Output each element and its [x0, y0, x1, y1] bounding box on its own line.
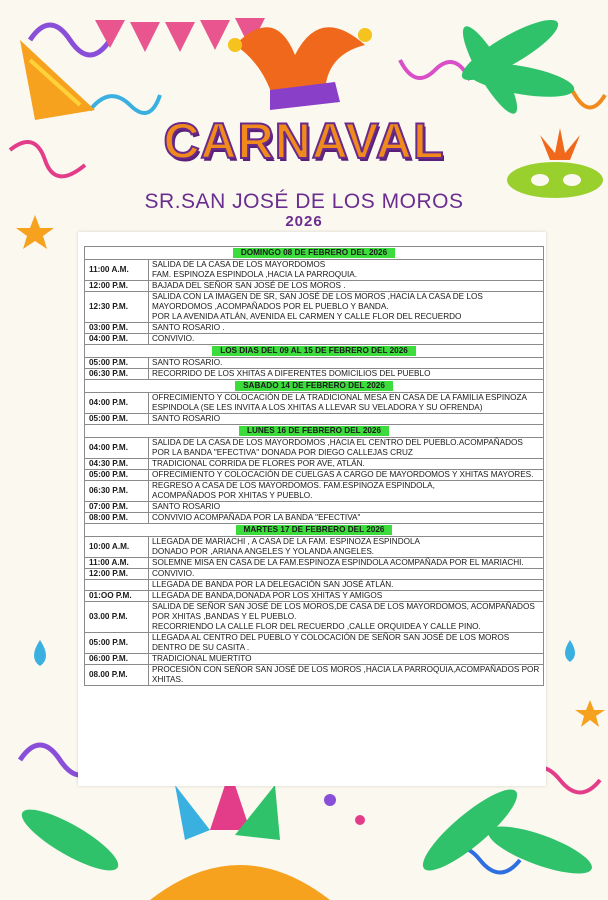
schedule-row [85, 481, 544, 502]
event-description: BAJADA DEL SEÑOR SAN JOSÉ DE LOS MOROS . [149, 281, 544, 292]
event-time: 12:00 P.M. [85, 569, 149, 580]
schedule-row [85, 459, 544, 470]
day-heading: DOMINGO 08 DE FEBRERO DEL 2026 [233, 248, 395, 258]
event-time [85, 580, 149, 591]
schedule-row [85, 292, 544, 323]
day-header-row [85, 524, 544, 537]
event-time: 12:30 P.M. [85, 292, 149, 323]
event-description: LLEGADA AL CENTRO DEL PUEBLO Y COLOCACIÓN DE SEÑOR SAN JOSÉ DE LOS MOROS DENTRO DE SU CASITA . [149, 633, 544, 654]
streamer-icon [90, 95, 160, 113]
event-time: 11:00 A.M. [85, 260, 149, 281]
event-time: 06:30 P.M. [85, 369, 149, 380]
event-time: 08:00 P.M. [85, 513, 149, 524]
schedule-row [85, 537, 544, 558]
event-time: 11:00 A.M. [85, 558, 149, 569]
event-description: OFRECIMIENTO Y COLOCACIÓN DE CUELGAS A CARGO DE MAYORDOMOS Y XHITAS MAYORES. [149, 470, 544, 481]
day-heading: LUNES 16 DE FEBRERO DEL 2026 [239, 426, 389, 436]
event-description: REGRESO A CASA DE LOS MAYORDOMOS. FAM.ESPINOZA ESPINDOLA, ACOMPAÑADOS POR XHITAS Y PUEBLO. [149, 481, 544, 502]
event-time: 03:00 P.M. [85, 323, 149, 334]
event-time: 10:00 A.M. [85, 537, 149, 558]
schedule-row [85, 591, 544, 602]
event-description: SANTO ROSARIO [149, 414, 544, 425]
event-time: 04:30 P.M. [85, 459, 149, 470]
event-time: 04:00 P.M. [85, 334, 149, 345]
confetti-drop-icon [565, 640, 575, 662]
event-description: SALIDA DE LA CASA DE LOS MAYORDOMOS FAM. ESPINOZA ESPINDOLA ,HACIA LA PARROQUIA. [149, 260, 544, 281]
event-description: LLEGADA DE BANDA,DONADA POR LOS XHITAS Y AMIGOS [149, 591, 544, 602]
schedule-row [85, 323, 544, 334]
event-year: 2026 [285, 213, 323, 230]
event-description: SOLEMNE MISA EN CASA DE LA FAM.ESPINOZA ESPINDOLA ACOMPAÑADA POR EL MARIACHI. [149, 558, 544, 569]
streamer-icon [30, 25, 110, 55]
event-time: 04:00 P.M. [85, 438, 149, 459]
event-description: PROCESIÓN CON SEÑOR SAN JOSÉ DE LOS MOROS ,HACIA LA PARROQUIA,ACOMPAÑADOS POR XHITAS. [149, 665, 544, 686]
schedule-row [85, 438, 544, 459]
day-header-row [85, 345, 544, 358]
schedule-row [85, 358, 544, 369]
event-time: 01:OO P.M. [85, 591, 149, 602]
event-title: CARNAVAL [163, 113, 445, 169]
event-time: 03.00 P.M. [85, 602, 149, 633]
schedule-table [84, 246, 544, 686]
streamer-icon [400, 60, 470, 80]
schedule-row [85, 260, 544, 281]
schedule-row [85, 414, 544, 425]
schedule-row [85, 393, 544, 414]
schedule-row [85, 654, 544, 665]
event-description: SANTO ROSARIO [149, 502, 544, 513]
schedule-row [85, 633, 544, 654]
schedule-row [85, 369, 544, 380]
feather-mask-icon [150, 770, 330, 900]
event-description: SALIDA DE SEÑOR SAN JOSÉ DE LOS MOROS,DE CASA DE LOS MAYORDOMOS, ACOMPAÑADOS POR XHITAS ,BANDAS Y EL PUEBLO. RECORRIENDO LA CALLE FLOR DEL RECUERDO ,CALLE ORQUIDEA Y CALLE PINO. [149, 602, 544, 633]
bunting-icon [165, 22, 195, 52]
event-time: 05:00 P.M. [85, 470, 149, 481]
event-time: 05:00 P.M. [85, 414, 149, 425]
day-header-row [85, 425, 544, 438]
schedule-row [85, 502, 544, 513]
event-description: CONVIVIO ACOMPAÑADA POR LA BANDA "EFECTIVA" [149, 513, 544, 524]
event-description: OFRECIMIENTO Y COLOCACIÓN DE LA TRADICIONAL MESA EN CASA DE LA FAMILIA ESPINOZA ESPINDOLA (SE LES INVITA A LOS XHITAS A LLEVAR SU VELADORA Y SU OFRENDA) [149, 393, 544, 414]
event-description: SANTO ROSARIO . [149, 323, 544, 334]
event-time: 08.00 P.M. [85, 665, 149, 686]
event-time: 05:00 P.M. [85, 633, 149, 654]
day-heading: LOS DIAS DEL 09 AL 15 DE FEBRERO DEL 2026 [212, 346, 416, 356]
schedule-row [85, 334, 544, 345]
day-heading: SABADO 14 DE FEBRERO DEL 2026 [235, 381, 393, 391]
star-icon [575, 700, 605, 727]
event-location: SR.SAN JOSÉ DE LOS MOROS [144, 190, 464, 213]
event-time: 06:00 P.M. [85, 654, 149, 665]
event-description: RECORRIDO DE LOS XHITAS A DIFERENTES DOMICILIOS DEL PUEBLO [149, 369, 544, 380]
event-description: LLEGADA DE MARIACHI , A CASA DE LA FAM. ESPINOZA ESPINDOLA DONADO POR ,ARIANA ANGELES Y YOLANDA ANGELES. [149, 537, 544, 558]
event-description: SALIDA CON LA IMAGEN DE SR, SAN JOSÉ DE LOS MOROS ,HACIA LA CASA DE LOS MAYORDOMOS ,ACOMPAÑADOS POR EL PUEBLO Y BANDA. POR LA AVENIDA ATLÁN, AVENIDA EL CARMEN Y CALLE FLOR DEL RECUERDO [149, 292, 544, 323]
schedule-row [85, 602, 544, 633]
day-heading: MARTES 17 DE FEBRERO DEL 2026 [236, 525, 393, 535]
event-description: LLEGADA DE BANDA POR LA DELEGACIÓN SAN JOSÉ ATLÁN. [149, 580, 544, 591]
schedule-row [85, 513, 544, 524]
event-description: CONVIVIO. [149, 334, 544, 345]
event-description: TRADICIONAL MUERTITO [149, 654, 544, 665]
event-description: SALIDA DE LA CASA DE LOS MAYORDOMOS ,HACIA EL CENTRO DEL PUEBLO.ACOMPAÑADOS POR LA BANDA "EFECTIVA" DONADA POR DIEGO CALLEJAS CRUZ [149, 438, 544, 459]
confetti-drop-icon [34, 640, 46, 666]
schedule-row [85, 558, 544, 569]
event-time: 06:30 P.M. [85, 481, 149, 502]
bunting-icon [95, 20, 125, 48]
schedule-row [85, 665, 544, 686]
schedule-row [85, 470, 544, 481]
event-time: 05:00 P.M. [85, 358, 149, 369]
bunting-icon [200, 20, 230, 50]
schedule-row [85, 580, 544, 591]
event-time: 07:00 P.M. [85, 502, 149, 513]
day-header-row [85, 247, 544, 260]
schedule-row [85, 281, 544, 292]
palm-leaf-icon [455, 10, 577, 119]
event-description: CONVIVIO. [149, 569, 544, 580]
schedule-row [85, 569, 544, 580]
event-description: TRADICIONAL CORRIDA DE FLORES POR AVE, ATLÁN. [149, 459, 544, 470]
day-header-row [85, 380, 544, 393]
bunting-icon [130, 22, 160, 52]
event-time: 04:00 P.M. [85, 393, 149, 414]
event-description: SANTO ROSARIO. [149, 358, 544, 369]
event-time: 12:00 P.M. [85, 281, 149, 292]
